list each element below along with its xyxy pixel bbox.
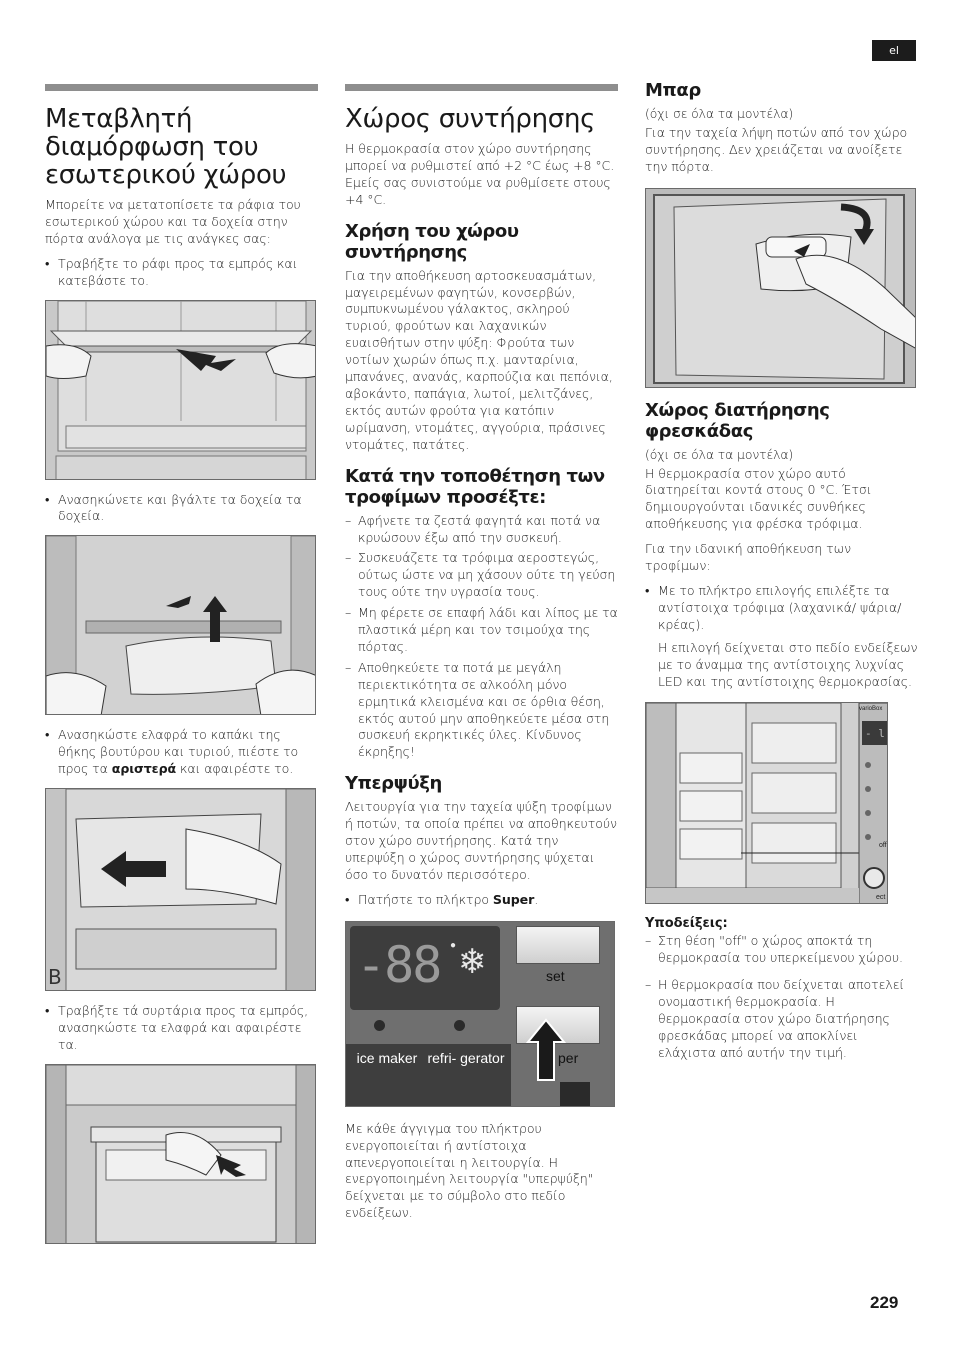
column-fridge-compartment [345, 84, 618, 1230]
bar-text: Για την ταχεία λήψη ποτών από τον χώρο συντήρησης. Δεν χρειάζεται να ανοίξετε την πόρτα. [645, 124, 908, 174]
usage-heading: Χρήση του χώρου συντήρησης [345, 220, 519, 263]
figure-variobox-panel [645, 702, 888, 904]
placing-item: – Αποθηκεύετε τα ποτά με μεγάλη περιεκτικότητα σε αλκοόλη μόνο ερμητικά κλεισμένα και σε όρθια θέση, εκτός αυτού μην αποθηκεύετε μέσα στη συσκευή εκρηκτικές ύλες. Κίνδυνος έκρηξης! [345, 660, 618, 761]
column-variable-layout [45, 84, 318, 1256]
section-rule [345, 84, 618, 91]
step-pull-drawers: • Τραβήξτε τά συρτάρια προς τα εμπρός, ανασηκώστε τα ελαφρά και αφαιρέστε τα. [45, 1003, 318, 1054]
figure-drawer-removal [45, 1064, 316, 1244]
step-list [645, 583, 918, 634]
language-tag: el [872, 40, 916, 61]
step-lift-containers: • Ανασηκώνετε και βγάλτε τα δοχεία τα δοχεία. [45, 492, 318, 526]
fresh-text: Η θερμοκρασία στον χώρο αυτό διατηρείται κοντά στους 0 °C. Έτσι δημιουργούνται ιδανικές συνθήκες αποθήκευσης για φρέσκα τρόφιμα. [645, 465, 872, 532]
display-field [350, 926, 500, 1010]
svg-text:- l: - l [865, 727, 885, 741]
figure-butter-compartment [45, 788, 316, 991]
panel-corner [560, 1082, 590, 1107]
svg-text:B: B [48, 965, 62, 990]
notes-list [645, 933, 918, 1061]
note-item: – Στη θέση "off" ο χώρος αποκτά τη θερμοκρασία του υπερκείμενου χώρου. [645, 933, 918, 967]
variobox-select-label: ect [876, 894, 886, 902]
bar-note: (όχι σε όλα τα μοντέλα) [645, 106, 794, 121]
step-list [45, 256, 318, 290]
super-label: per [558, 1049, 579, 1066]
figure-container-removal [45, 535, 316, 715]
step-select-food: • Με το πλήκτρο επιλογής επιλέξτε τα αντίστοιχα τρόφιμα (λαχανικά/ ψάρια/κρέας). [645, 583, 918, 634]
note-item: – Η θερμοκρασία που δείχνεται αποτελεί ονομαστική θερμοκρασία. Η θερμοκρασία στον χώρο διατήρησης φρεσκάδας μπορεί να αποκλίνει ελάχιστα από αυτήν την τιμή. [645, 977, 918, 1062]
super-outro: Με κάθε άγγιγμα του πλήκτρου ενεργοποιείται ή αντίστοιχα απενεργοποιείται η λειτουργία. Η ενεργοποιημένη λειτουργία "υπερψύξη" δείχνεται με το σύμβολο στο πεδίο ενδείξεων. [345, 1120, 594, 1221]
usage-text: Για την αποθήκευση αρτοσκευασμάτων, μαγειρεμένων φαγητών, κονσερβών, συμπυκνωμένου γάλακτος, σκληρού τυριού, φρούτων και λαχανικών ευαισθήτων στην ψύξη: Φρούτα των νοτίων χωρών όπως π.χ. μανταρίνια, μπανάνες, ανανάς, καρπούζια και πεπόνια, αβοκάντο, παπάγια, λωτοί, μελιτζάνες, εκτός αυτών φρούτα για κατόπιν ωρίμανση, ντομάτες, αγγούρια, πράσινες ντομάτες, πατάτες. [345, 267, 613, 452]
variobox-label: varioBox [859, 706, 883, 713]
ideal-text: Για την ιδανική αποθήκευση των τροφίμων: [645, 541, 852, 574]
super-text: Λειτουργία για την ταχεία ψύξη τροφίμων ή ποτών, τα οποία πρέπει να αποθηκευτούν στον χώρο συντήρησης. Κατά την υπερψύξη ο χώρος συντήρησης ψύχεται όσο το δυνατόν περισσότερο. [345, 799, 617, 882]
section-title: Χώρος συντήρησης [345, 104, 596, 134]
step-press-super: • Πατήστε το πλήκτρο Super. [345, 892, 618, 909]
step-list [45, 492, 318, 526]
step-butter-lid: • Ανασηκώστε ελαφρά το καπάκι της θήκης βουτύρου και τυριού, πιέστε το προς τα αριστερά και αφαιρέστε το. [45, 727, 318, 778]
refrigerator-led [454, 1020, 465, 1031]
step-list [345, 892, 618, 909]
bar-heading: Μπαρ [645, 80, 701, 101]
variobox-off-label: off [879, 842, 887, 850]
figure-bar-door [645, 188, 916, 388]
super-heading: Υπερψύξη [345, 773, 442, 795]
section-title: Μεταβλητή διαμόρφωση του εσωτερικού χώρου [45, 104, 287, 190]
page-number: 229 [870, 1293, 899, 1312]
set-label: set [546, 967, 565, 984]
ice-maker-label: ice maker [356, 1049, 418, 1066]
fresh-note: (όχι σε όλα τα μοντέλα) [645, 446, 794, 462]
refrigerator-label: refri- gerator [427, 1049, 505, 1066]
figure-control-panel [345, 921, 615, 1107]
ice-maker-led [374, 1020, 385, 1031]
degree-icon: ● [450, 939, 457, 951]
intro-text: Η θερμοκρασία στον χώρο συντήρησης μπορεί να ρυθμιστεί από +2 °C έως +8 °C. Εμείς σας συνιστούμε να ρυθμίσετε στους +4 °C. [345, 141, 615, 207]
fresh-heading: Χώρος διατήρησης φρεσκάδας [645, 399, 830, 442]
step-list [45, 727, 318, 778]
snowflake-icon: ❄ [458, 942, 487, 981]
figure-shelf-removal [45, 300, 316, 480]
intro-text: Μπορείτε να μετατοπίσετε τα ράφια του εσωτερικού χώρου και τα δοχεία στην πόρτα ανάλογα με τις ανάγκες σας: [45, 197, 301, 246]
placing-item: – Αφήνετε τα ζεστά φαγητά και ποτά να κρυώσουν έξω από την συσκευή. [345, 513, 618, 547]
placing-item: – Μη φέρετε σε επαφή λάδι και λίπος με τα πλαστικά μέρη και τον τσιμούχα της πόρτας. [345, 605, 618, 656]
step-list [45, 1003, 318, 1054]
notes-heading: Υποδείξεις: [645, 916, 728, 932]
temperature-display: -88 [356, 935, 441, 994]
section-rule [45, 84, 318, 91]
column-bar-and-fresh [645, 80, 918, 1068]
placing-heading: Κατά την τοποθέτηση των τροφίμων προσέξτε: [345, 465, 605, 508]
placing-item: – Συσκευάζετε τα τρόφιμα αεροστεγώς, ούτως ώστε να μη χάσουν ούτε τη γεύση τους ούτε την υγρασία τους. [345, 550, 618, 601]
step-pull-shelf: • Τραβήξτε το ράφι προς τα εμπρός και κατεβάστε το. [45, 256, 318, 290]
set-button[interactable] [516, 926, 600, 964]
ideal-result: Η επιλογή δείχνεται στο πεδίο ενδείξεων με το άναμμα της αντίστοιχης λυχνίας LED και της αντίστοιχης θερμοκρασίας. [658, 639, 918, 689]
placing-list [345, 513, 618, 762]
press-arrow-icon [526, 1018, 566, 1082]
